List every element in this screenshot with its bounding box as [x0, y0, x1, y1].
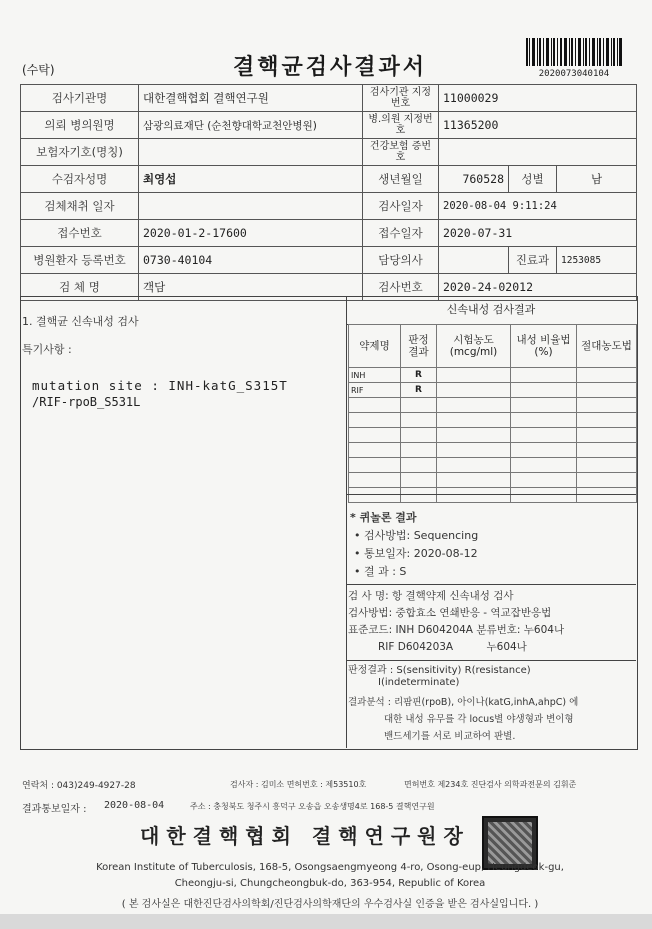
collect-value [139, 193, 363, 220]
exam-no-value: 2020-24-02012 [439, 274, 637, 301]
quinolone-title: * 퀴놀론 결과 [350, 511, 417, 524]
table-row [349, 458, 637, 473]
method-line-2: 검사방법: 중합효소 연쇄반응 - 역교잡반응법 [348, 607, 552, 619]
criteria-line-2: I(indeterminate) [378, 677, 460, 688]
table-row [349, 413, 637, 428]
criteria-line-4: 대한 내성 유무를 각 locus별 야생형과 변이형 [384, 714, 574, 725]
birth-label: 생년월일 [363, 166, 439, 193]
patient-no-value: 0730-40104 [139, 247, 363, 274]
contact: 연락처 : 043)249-4927-28 [22, 781, 136, 791]
inst-label: 검사기관명 [21, 85, 139, 112]
table-row [349, 383, 637, 398]
mutation-line-2: /RIF-rpoB_S531L [32, 395, 141, 409]
table-row [349, 428, 637, 443]
table-row [349, 443, 637, 458]
name-value: 최영섭 [139, 166, 363, 193]
method-line-1: 검 사 명: 항 결핵약제 신속내성 검사 [348, 590, 514, 602]
specimen-label: 검 체 명 [21, 274, 139, 301]
patient-info-table [20, 84, 637, 301]
doctor-value [439, 247, 509, 274]
health-ins-label: 건강보험 증번호 [363, 139, 439, 166]
hospital-label: 의뢰 병의원명 [21, 112, 139, 139]
drug-name: INH [349, 368, 401, 383]
notes-label: 특기사항 : [22, 343, 72, 356]
col-absolute: 절대농도법 [577, 325, 637, 368]
dept-label: 진료과 [509, 247, 557, 274]
criteria-line-3: 결과분석 : 리팜핀(rpoB), 아이나(katG,inhA,ahpC) 에 [348, 697, 579, 708]
drug-result: R [401, 368, 437, 383]
test-date-label: 검사일자 [363, 193, 439, 220]
col-result: 판정 결과 [401, 325, 437, 368]
name-label: 수검자성명 [21, 166, 139, 193]
address: 주소 : 충청북도 청주시 흥덕구 오송읍 오송생명4로 168-5 결핵연구원 [190, 802, 435, 811]
receipt-no-value: 2020-01-2-17600 [139, 220, 363, 247]
patient-no-label: 병원환자 등록번호 [21, 247, 139, 274]
sex-value: 남 [557, 166, 637, 193]
notice-label: 결과통보일자 : [22, 804, 87, 815]
insurer-label: 보험자기호(명칭) [21, 139, 139, 166]
drug-result: R [401, 383, 437, 398]
org-name: 대한결핵협회 결핵연구원장 [140, 824, 470, 848]
hospital-value: 삼광의료재단 (순천향대학교천안병원) [139, 112, 363, 139]
inst-value: 대한결핵협회 결핵연구원 [139, 85, 363, 112]
inst-no-value: 11000029 [439, 85, 637, 112]
page-edge [0, 914, 652, 929]
column-divider [346, 296, 347, 748]
table-row [349, 398, 637, 413]
collect-label: 검체채취 일자 [21, 193, 139, 220]
insurer-value [139, 139, 363, 166]
receipt-date-label: 접수일자 [363, 220, 439, 247]
english-address-1: Korean Institute of Tuberculosis, 168-5, Osongsaengmyeong 4-ro, Osong-eup, Heungdeok-gu, [96, 862, 564, 873]
doctor-label: 담당의사 [363, 247, 439, 274]
mutation-line-1: mutation site : INH-katG_S315T [32, 378, 288, 393]
table-row [349, 488, 637, 503]
dept-value: 1253085 [557, 247, 637, 274]
quinolone-divider [346, 494, 636, 495]
sex-label: 성별 [509, 166, 557, 193]
quinolone-method: • 검사방법: Sequencing [354, 529, 479, 542]
criteria-line-5: 밴드세기를 서로 비교하여 판별. [384, 731, 516, 742]
certification-note: ( 본 검사실은 대한진단검사의학회/진단검사의학재단의 우수검사실 인증을 받은 검사실입니다. ) [121, 899, 539, 910]
method-divider [346, 584, 636, 585]
exam-title: 1. 결핵균 신속내성 검사 [22, 315, 139, 328]
rapid-result-table [348, 324, 637, 503]
consignment-tag: (수탁) [22, 63, 55, 77]
col-ratio: 내성 비율법(%) [511, 325, 577, 368]
receipt-date-value: 2020-07-31 [439, 220, 637, 247]
hospital-no-label: 병.의원 지정번호 [363, 112, 439, 139]
specimen-value: 객담 [139, 274, 363, 301]
barcode-icon [526, 38, 622, 66]
quinolone-date: • 통보일자: 2020-08-12 [354, 547, 478, 560]
test-date-value: 2020-08-04 9:11:24 [439, 193, 637, 220]
director: 면허번호 제234호 진단검사 의학과전문의 김휘준 [404, 780, 577, 789]
hospital-no-value: 11365200 [439, 112, 637, 139]
exam-no-label: 검사번호 [363, 274, 439, 301]
report-title: 결핵균검사결과서 [232, 54, 428, 80]
birth-value: 760528 [439, 166, 509, 193]
col-concentration: 시험농도(mcg/ml) [437, 325, 511, 368]
receipt-no-label: 접수번호 [21, 220, 139, 247]
method-line-3: 표준코드: INH D604204A 분류번호: 누604나 [348, 624, 565, 636]
criteria-line-1: 판정결과 : S(sensitivity) R(resistance) [348, 665, 531, 676]
method-line-4: RIF D604203A 누604나 [378, 641, 527, 653]
health-ins-value [439, 139, 637, 166]
notice-date: 2020-08-04 [104, 800, 165, 811]
barcode-number: 2020073040104 [538, 69, 610, 79]
examiner: 검사자 : 김미소 면허번호 : 제53510호 [230, 780, 367, 789]
quinolone-result: • 결 과 : S [354, 565, 407, 578]
inst-no-label: 검사기관 지정번호 [363, 85, 439, 112]
table-row [349, 473, 637, 488]
col-drug: 약제명 [349, 325, 401, 368]
english-address-2: Cheongju-si, Chungcheongbuk-do, 363-954, Republic of Korea [174, 878, 486, 889]
drug-name: RIF [349, 383, 401, 398]
rapid-title: 신속내성 검사결과 [346, 296, 636, 325]
table-row [349, 368, 637, 383]
